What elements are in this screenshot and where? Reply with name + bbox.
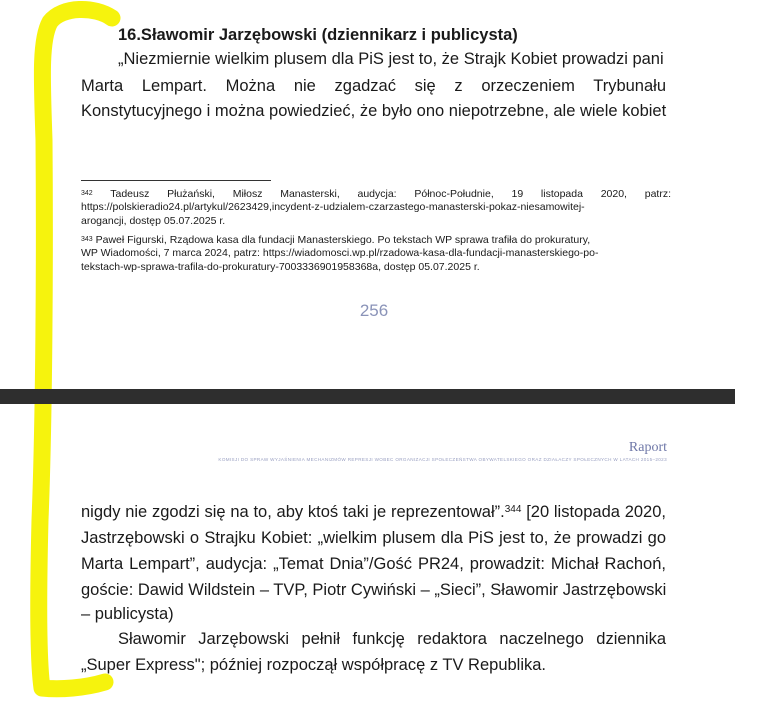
body-para2-line-2: „Super Express"; później rozpoczął współpracę z TV Republika. — [81, 656, 547, 674]
report-subtitle: KOMISJI DO SPRAW WYJAŚNIENIA MECHANIZMÓW REPRESJI WOBEC ORGANIZACJI SPOŁECZEŃSTWA OBYWATELSKIEGO ORAZ DZIAŁACZY SPOŁECZNYCH W LATACH 2015–2023 — [218, 457, 667, 462]
quote-line-2: Marta Lempart. Można nie zgadzać się z orzeczeniem Trybunału — [81, 77, 666, 95]
footnote-separator — [81, 180, 271, 181]
body-line-2: Jastrzębowski o Strajku Kobiet: „wielkim plusem dla PiS jest to, że prowadzi go — [81, 529, 666, 547]
body-line-5: – publicysta) — [81, 605, 174, 623]
page-divider — [0, 389, 735, 404]
report-title: Raport — [628, 440, 667, 455]
footnote-line: arogancji, dostęp 05.07.2025 r. — [81, 214, 226, 227]
body-text: nigdy nie zgodzi się na to, aby ktoś taki je reprezentował”. — [81, 503, 505, 521]
footnote-link[interactable]: https://polskieradio24.pl/artykul/2623429,incydent-z-udzialem-czarzastego-manasterski-pokaz-niesamowitej- — [81, 201, 585, 214]
quote-line-3: Konstytucyjnego i można powiedzieć, że było ono niepotrzebne, ale wiele kobiet — [81, 102, 667, 120]
footnote-number: 342 — [81, 190, 93, 197]
page-number: 256 — [359, 301, 389, 320]
body-line-3: Marta Lempart”, audycja: „Temat Dnia”/Gość PR24, prowadzit: Michał Rachoń, — [81, 555, 666, 573]
footnote-line: Tadeusz Płużański, Miłosz Manasterski, audycja: Północ-Południe, 19 listopada 2020, patrz: — [110, 188, 671, 200]
footnote-number: 343 — [81, 236, 93, 243]
body-para2-line-1: Sławomir Jarzębowski pełnił funkcję redaktora naczelnego dziennika — [118, 630, 666, 648]
body-line-1 — [81, 499, 666, 526]
quote-line-1: „Niezmiernie wielkim plusem dla PiS jest to, że Strajk Kobiet prowadzi pani — [118, 50, 664, 68]
footnote-343 — [81, 234, 671, 274]
section-heading: 16.Sławomir Jarzębowski (dziennikarz i publicysta) — [118, 26, 518, 44]
footnote-line: Paweł Figurski, Rządowa kasa dla fundacji Manasterskiego. Po tekstach WP sprawa trafiła do prokuratury, — [95, 234, 591, 246]
footnote-342 — [81, 188, 671, 228]
footnote-line: tekstach-wp-sprawa-trafila-do-prokuratury-7003336901958368a, dostęp 05.07.2025 r. — [81, 260, 480, 273]
body-line-4: goście: Dawid Wildstein – TVP, Piotr Cywiński – „Sieci”, Sławomir Jastrzębowski — [81, 581, 667, 599]
body-text: [20 listopada 2020, — [521, 503, 666, 521]
footnote-link[interactable]: WP Wiadomości, 7 marca 2024, patrz: https://wiadomosci.wp.pl/rzadowa-kasa-dla-fundacji-manasterskiego-po- — [81, 247, 599, 260]
footnote-reference[interactable]: 344 — [504, 504, 522, 515]
